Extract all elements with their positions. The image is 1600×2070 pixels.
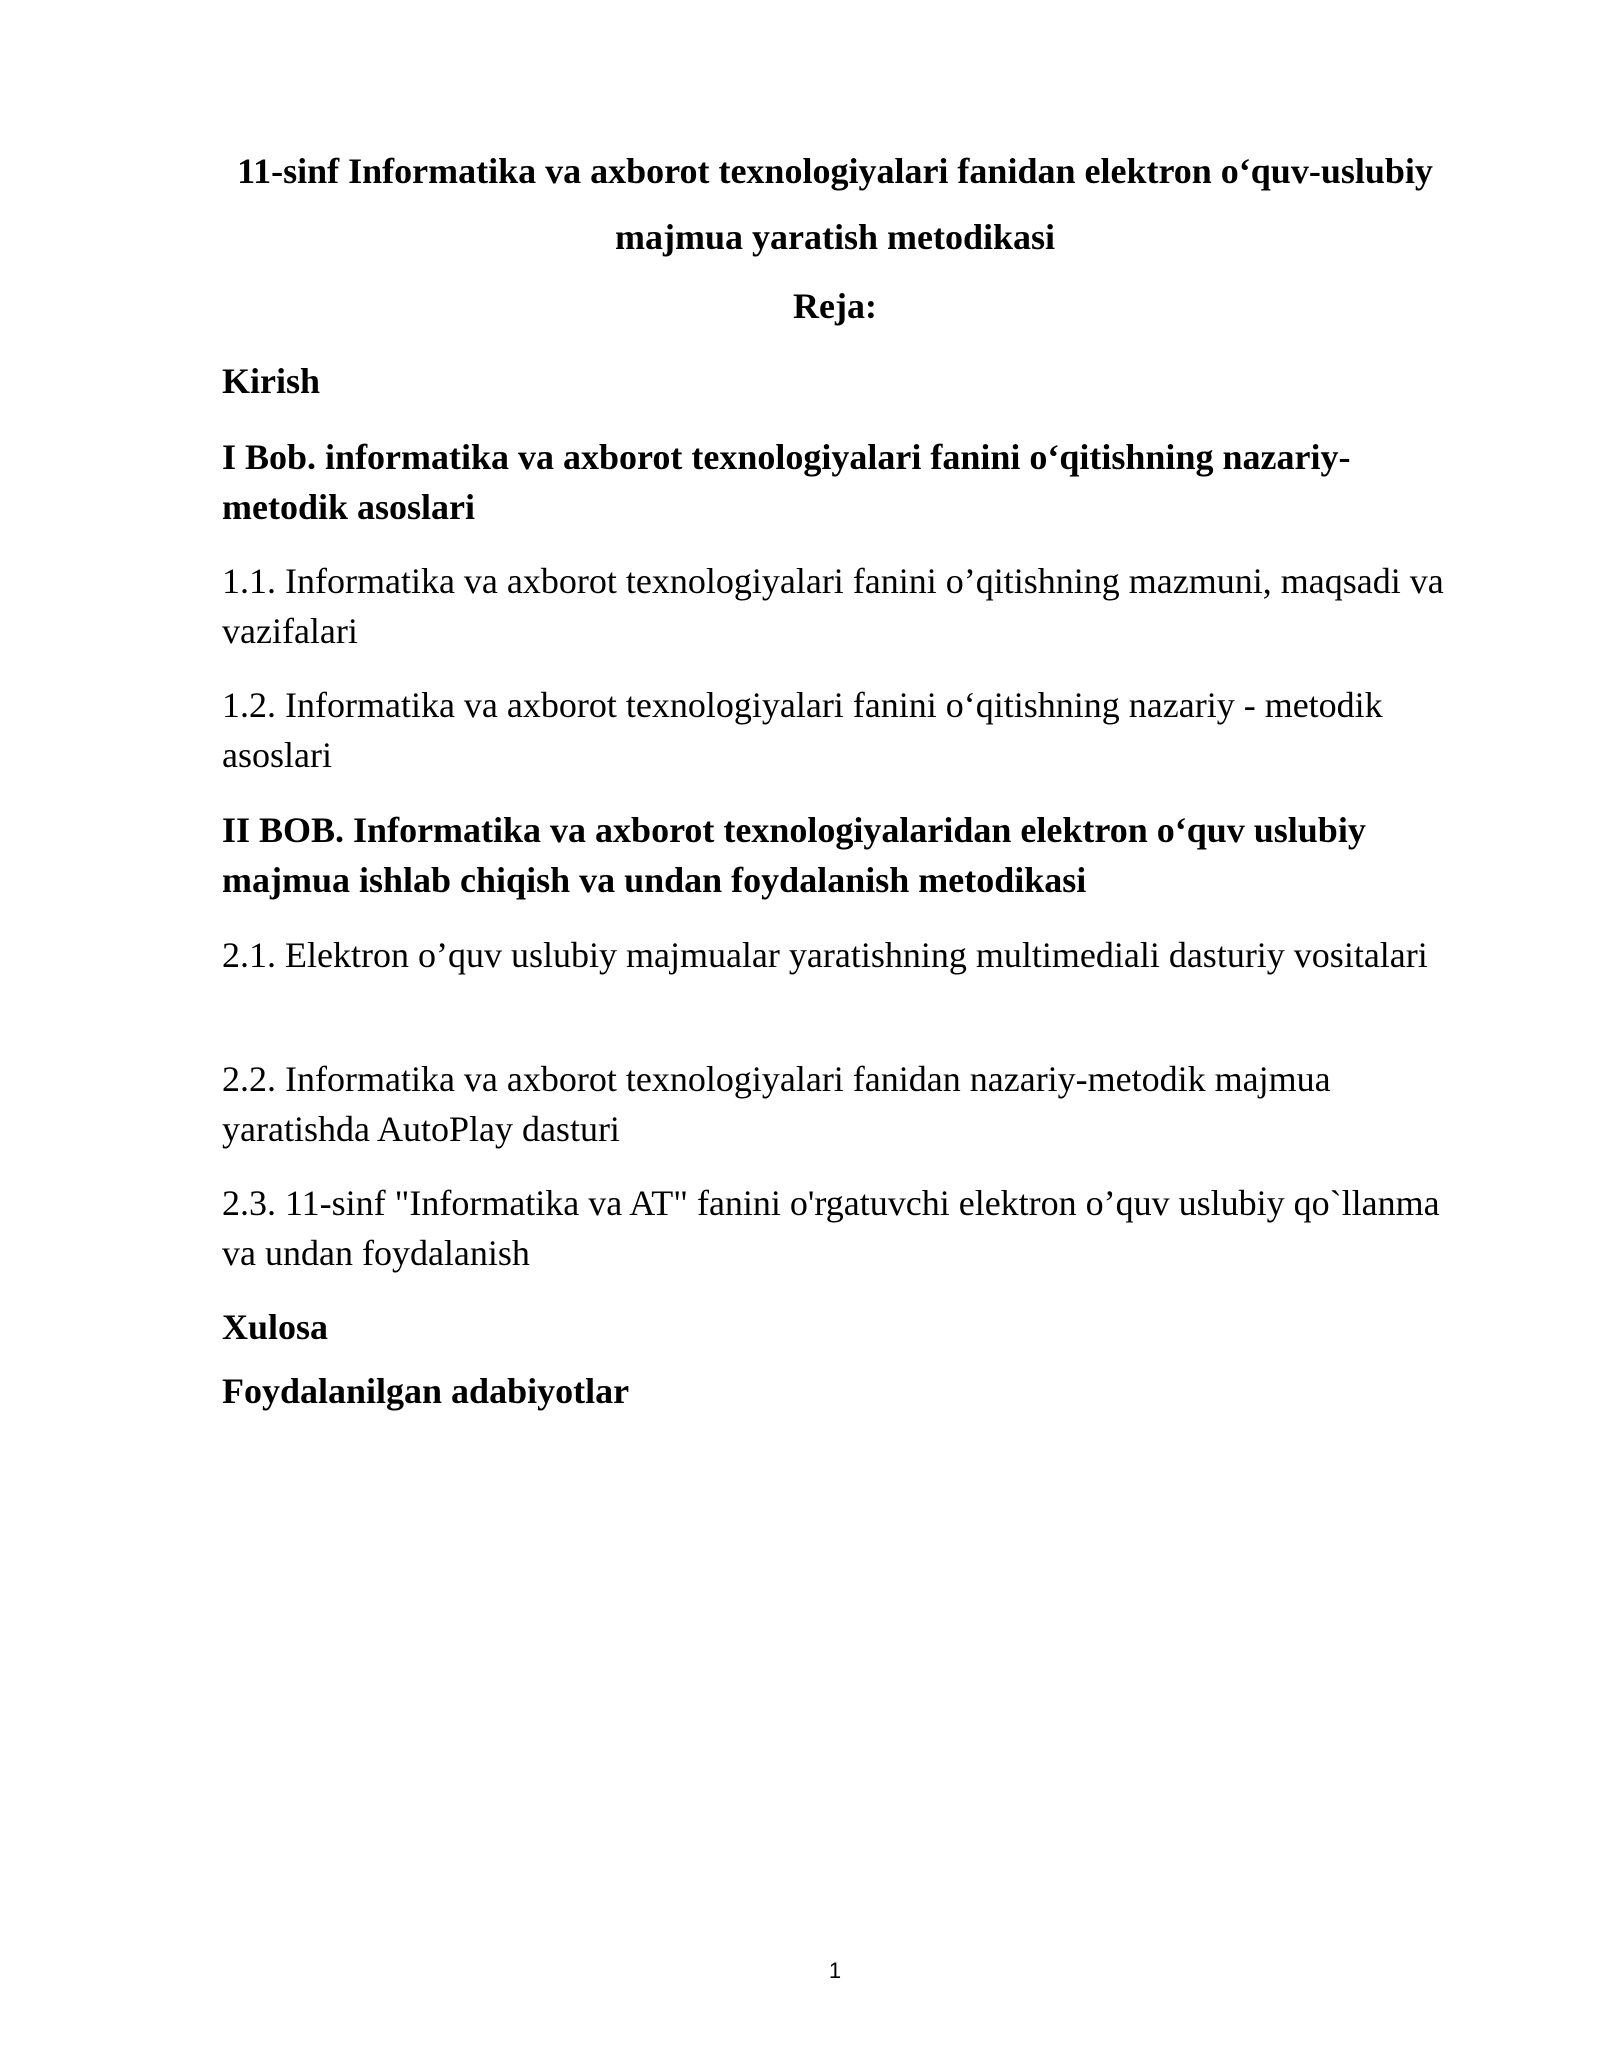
toc-item-chapter-2: II BOB. Informatika va axborot texnologiyalaridan elektron o‘quv uslubiy majmua ishlab chiqish va undan foydalanish metodikasi: [222, 810, 1366, 900]
toc-item-xulosa: Xulosa: [222, 1307, 329, 1347]
page-number: 1: [828, 1958, 842, 1983]
toc-item-1-1: 1.1. Informatika va axborot texnologiyalari fanini o’qitishning mazmuni, maqsadi va vazifalari: [222, 561, 1444, 651]
plan-heading: Reja:: [793, 286, 877, 326]
toc-item-references: Foydalanilgan adabiyotlar: [222, 1371, 630, 1411]
toc-item-2-2: 2.2. Informatika va axborot texnologiyalari fanidan nazariy-metodik majmua yaratishda AutoPlay dasturi: [222, 1059, 1331, 1149]
toc-item-2-3: 2.3. 11-sinf "Informatika va AT" fanini o'rgatuvchi elektron o’quv uslubiy qo`llanma va undan foydalanish: [222, 1183, 1440, 1273]
toc-item-kirish: Kirish: [222, 361, 321, 401]
toc-item-2-1: 2.1. Elektron o’quv uslubiy majmualar yaratishning multimediali dasturiy vositalari: [222, 935, 1428, 975]
document-title: 11-sinf Informatika va axborot texnologiyalari fanidan elektron o‘quv-uslubiy majmua yaratish metodikasi: [237, 151, 1433, 257]
toc-item-chapter-1: I Bob. informatika va axborot texnologiyalari fanini o‘qitishning nazariy-metodik asoslari: [222, 437, 1351, 527]
toc-item-1-2: 1.2. Informatika va axborot texnologiyalari fanini o‘qitishning nazariy - metodik asoslari: [222, 685, 1383, 775]
